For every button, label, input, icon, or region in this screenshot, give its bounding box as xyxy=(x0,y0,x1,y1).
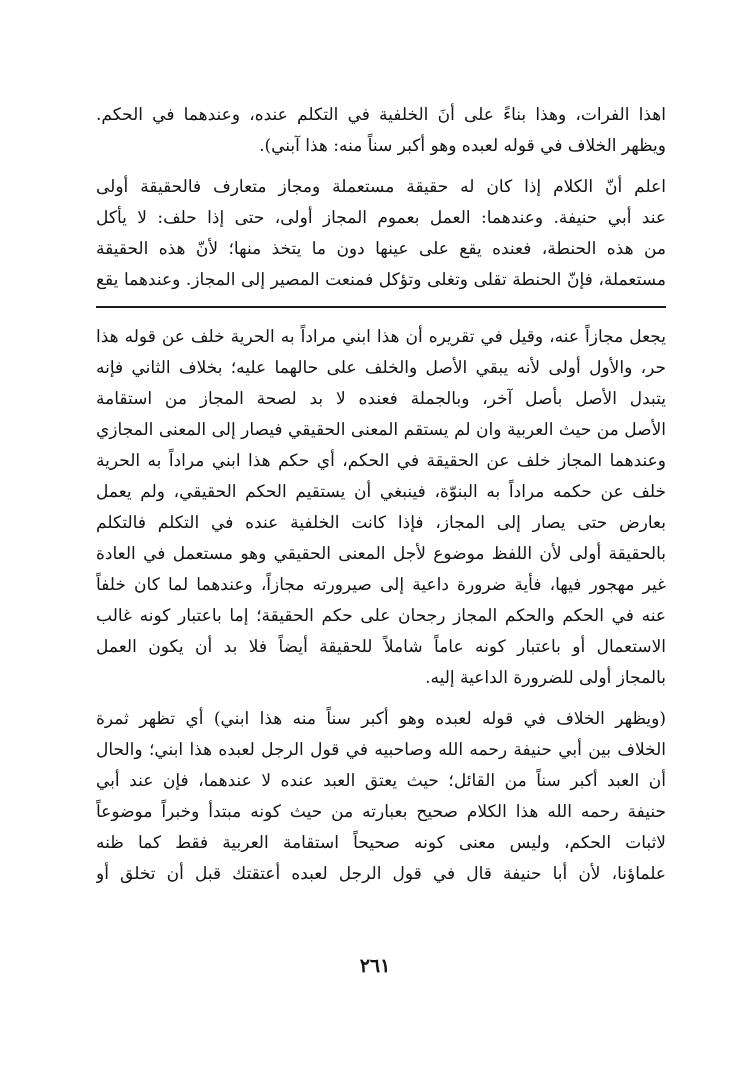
text-line: بالمجاز أولى للضرورة الداعية إليه. xyxy=(425,668,666,688)
text-line: مستعملة، فإنّ الحنطة تقلى وتغلى وتؤكل فمنعت المصير إلى المجاز. وعندهما يقع xyxy=(96,270,666,290)
text-line: الاستعمال أو باعتبار كونه عاماً شاملاً للحقيقة أيضاً فلا بد أن يكون العمل xyxy=(96,637,666,657)
text-line: بالحقيقة أولى لأن اللفظ موضوع لأجل المعنى الحقيقي وهو مستعمل في العادة xyxy=(96,544,666,564)
text-line: (ويظهر الخلاف في قوله لعبده وهو أكبر سناً منه هذا ابني) أي تظهر ثمرة xyxy=(96,709,666,729)
text-line: اهذا الفرات، وهذا بناءً على أنَ الخلفية في التكلم عنده، وعندهما في الحكم. xyxy=(96,105,666,125)
text-line: غير مهجور فيها، فأية ضرورة داعية إلى صيرورته مجازاً، وعندهما لما كان خلفاً xyxy=(96,575,666,595)
text-line: ويظهر الخلاف في قوله لعبده وهو أكبر سناً منه: هذا آبني). xyxy=(259,136,666,156)
book-page xyxy=(96,100,666,890)
text-line: يجعل مجازاً عنه، وقيل في تقريره أن هذا ابني مراداً به الحرية خلف عن قوله هذا xyxy=(96,327,666,347)
text-line: اعلم أنّ الكلام إذا كان له حقيقة مستعملة ومجاز متعارف فالحقيقة أولى xyxy=(96,177,666,197)
commentary-paragraph xyxy=(96,704,666,890)
text-line: يتبدل الأصل بأصل آخر، وبالجملة فعنده لا بد لصحة المجاز من استقامة xyxy=(96,389,666,409)
text-line: وعندهما المجاز خلف عن الحقيقة في الحكم، أي حكم هذا ابني مراداً به الحرية xyxy=(96,451,666,471)
main-text-paragraph xyxy=(96,100,666,162)
text-line: الخلاف بين أبي حنيفة رحمه الله وصاحبيه في قول الرجل لعبده هذا ابني؛ والحال xyxy=(96,740,666,760)
text-line: حر، والأول أولى لأنه يبقي الأصل والخلف على حالهما عليه؛ بخلاف الثاني فإنه xyxy=(96,358,666,378)
text-line: من هذه الحنطة، فعنده يقع على عينها دون ما يتخذ منها؛ لأنّ هذه الحقيقة xyxy=(96,239,666,259)
text-line: أن العبد أكبر سناً من القائل؛ حيث يعتق العبد عنده لا عندهما، فإن عند أبي xyxy=(96,771,666,791)
text-line: الأصل من حيث العربية وان لم يستقم المعنى الحقيقي فيصار إلى المعنى المجازي xyxy=(96,420,666,440)
page-number: ٢٦١ xyxy=(359,955,391,977)
text-line: علماؤنا، لأن أبا حنيفة قال في قول الرجل لعبده أعتقتك قبل أن تخلق أو xyxy=(96,864,666,884)
text-line: بعارض حتى يصار إلى المجاز، فإذا كانت الخلفية عنده في التكلم فالتكلم xyxy=(96,513,666,533)
text-line: لاثبات الحكم، وليس معنى كونه صحيحاً استقامة العربية فقط كما ظنه xyxy=(96,833,666,853)
text-line: عنه في الحكم والحكم المجاز رجحان على حكم الحقيقة؛ إما باعتبار كونه غالب xyxy=(96,606,666,626)
main-text-paragraph xyxy=(96,172,666,296)
separator-rule xyxy=(96,306,666,308)
text-line: عند أبي حنيفة. وعندهما: العمل بعموم المجاز أولى، حتى إذا حلف: لا يأكل xyxy=(96,208,666,228)
commentary-paragraph xyxy=(96,322,666,694)
text-line: خلف عن حكمه مراداً به البنوّة، فينبغي أن يستقيم الحكم الحقيقي، ولم يعمل xyxy=(96,482,666,502)
text-line: حنيفة رحمه الله هذا الكلام صحيح بعبارته من حيث كونه مبتدأ وخبراً موضوعاً xyxy=(96,802,666,822)
